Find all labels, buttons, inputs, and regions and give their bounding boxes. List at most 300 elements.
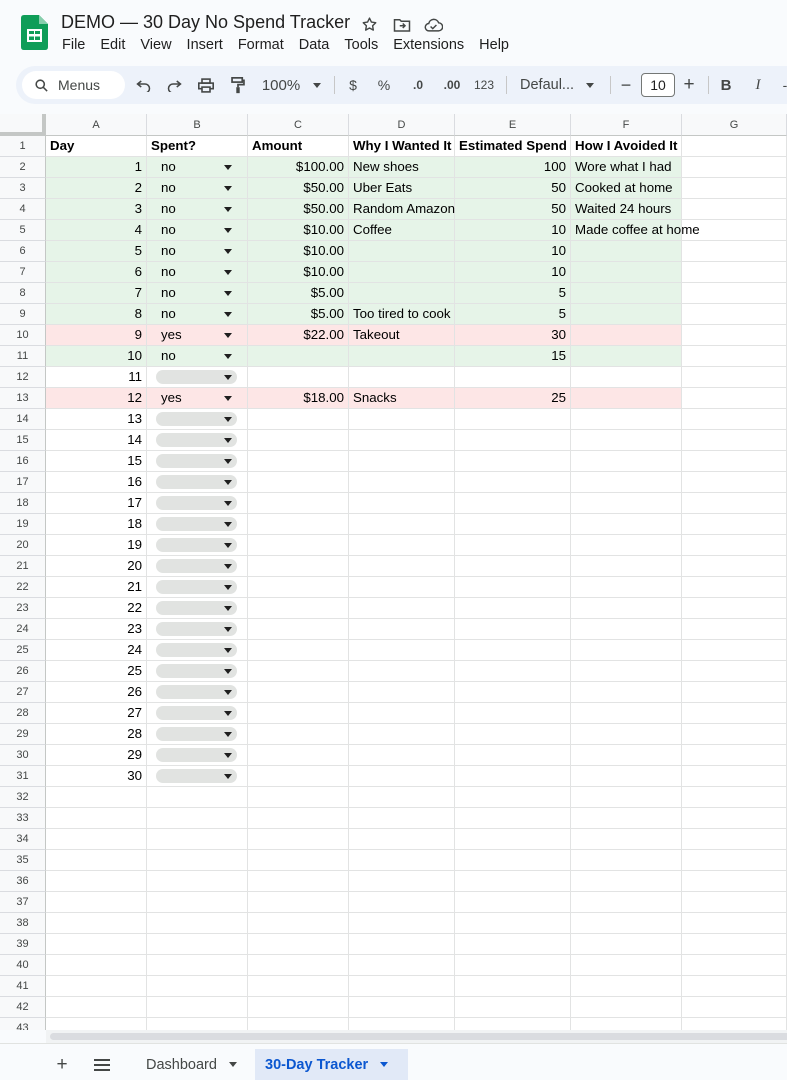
- how-avoided-cell[interactable]: [571, 514, 682, 535]
- dropdown-arrow-icon[interactable]: [224, 711, 232, 716]
- cell[interactable]: [147, 976, 248, 997]
- why-cell[interactable]: [349, 451, 455, 472]
- how-avoided-cell[interactable]: [571, 682, 682, 703]
- row-header[interactable]: 31: [0, 766, 46, 787]
- italic-button[interactable]: I: [755, 76, 761, 93]
- estimated-spend-cell[interactable]: [455, 367, 571, 388]
- estimated-spend-cell[interactable]: [455, 724, 571, 745]
- cell[interactable]: [349, 955, 455, 976]
- menu-format[interactable]: Format: [237, 37, 284, 53]
- cell[interactable]: [349, 934, 455, 955]
- spent-dropdown-cell[interactable]: [147, 346, 248, 367]
- how-avoided-cell[interactable]: [571, 598, 682, 619]
- spent-dropdown-cell[interactable]: [147, 745, 248, 766]
- cell[interactable]: [571, 913, 682, 934]
- why-cell[interactable]: Takeout: [349, 325, 455, 346]
- cell[interactable]: [248, 808, 349, 829]
- cell[interactable]: [248, 976, 349, 997]
- cell[interactable]: [455, 829, 571, 850]
- how-avoided-cell[interactable]: [571, 640, 682, 661]
- row-header[interactable]: 13: [0, 388, 46, 409]
- day-cell[interactable]: 19: [46, 535, 147, 556]
- cell[interactable]: [571, 808, 682, 829]
- cell[interactable]: [349, 871, 455, 892]
- cell[interactable]: [682, 997, 787, 1018]
- cell[interactable]: [682, 703, 787, 724]
- day-cell[interactable]: 8: [46, 304, 147, 325]
- dropdown-arrow-icon[interactable]: [224, 165, 232, 170]
- menu-tools[interactable]: Tools: [344, 37, 379, 53]
- why-cell[interactable]: [349, 619, 455, 640]
- why-cell[interactable]: [349, 577, 455, 598]
- row-header[interactable]: 43: [0, 1018, 46, 1030]
- cell[interactable]: [571, 892, 682, 913]
- why-cell[interactable]: [349, 241, 455, 262]
- why-cell[interactable]: [349, 556, 455, 577]
- day-cell[interactable]: 20: [46, 556, 147, 577]
- day-cell[interactable]: 13: [46, 409, 147, 430]
- font-size-input[interactable]: 10: [641, 73, 675, 97]
- cell[interactable]: [571, 871, 682, 892]
- decrease-font-size-button[interactable]: −: [620, 74, 632, 95]
- row-header[interactable]: 6: [0, 241, 46, 262]
- day-cell[interactable]: 15: [46, 451, 147, 472]
- cell[interactable]: [682, 136, 787, 157]
- amount-cell[interactable]: [248, 766, 349, 787]
- cell[interactable]: [682, 556, 787, 577]
- why-cell[interactable]: [349, 493, 455, 514]
- cell[interactable]: [455, 976, 571, 997]
- dropdown-arrow-icon[interactable]: [224, 648, 232, 653]
- day-cell[interactable]: 11: [46, 367, 147, 388]
- row-header[interactable]: 34: [0, 829, 46, 850]
- cell[interactable]: [682, 430, 787, 451]
- row-header[interactable]: 17: [0, 472, 46, 493]
- cell[interactable]: [682, 1018, 787, 1030]
- how-avoided-cell[interactable]: [571, 472, 682, 493]
- cell[interactable]: [248, 892, 349, 913]
- amount-cell[interactable]: $50.00: [248, 199, 349, 220]
- estimated-spend-cell[interactable]: 30: [455, 325, 571, 346]
- day-cell[interactable]: 28: [46, 724, 147, 745]
- menu-file[interactable]: File: [62, 37, 86, 53]
- estimated-spend-cell[interactable]: [455, 556, 571, 577]
- how-avoided-cell[interactable]: [571, 556, 682, 577]
- how-avoided-cell[interactable]: [571, 346, 682, 367]
- cell[interactable]: [682, 178, 787, 199]
- dropdown-arrow-icon[interactable]: [224, 732, 232, 737]
- why-cell[interactable]: [349, 346, 455, 367]
- how-avoided-cell[interactable]: Wore what I had: [571, 157, 682, 178]
- amount-cell[interactable]: [248, 451, 349, 472]
- dropdown-arrow-icon[interactable]: [224, 774, 232, 779]
- zoom-select[interactable]: 100%: [261, 76, 301, 94]
- why-cell[interactable]: Snacks: [349, 388, 455, 409]
- cell[interactable]: [455, 955, 571, 976]
- why-cell[interactable]: Uber Eats: [349, 178, 455, 199]
- amount-cell[interactable]: [248, 745, 349, 766]
- cell[interactable]: [248, 787, 349, 808]
- row-header[interactable]: 1: [0, 136, 46, 157]
- cell[interactable]: [682, 472, 787, 493]
- day-cell[interactable]: 10: [46, 346, 147, 367]
- how-avoided-cell[interactable]: Cooked at home: [571, 178, 682, 199]
- cell[interactable]: [571, 850, 682, 871]
- cell[interactable]: [682, 619, 787, 640]
- estimated-spend-cell[interactable]: 10: [455, 262, 571, 283]
- spent-dropdown-cell[interactable]: [147, 430, 248, 451]
- cell[interactable]: [147, 892, 248, 913]
- why-cell[interactable]: [349, 682, 455, 703]
- cell[interactable]: [349, 850, 455, 871]
- cell[interactable]: [248, 871, 349, 892]
- row-header[interactable]: 41: [0, 976, 46, 997]
- spent-dropdown-cell[interactable]: [147, 367, 248, 388]
- how-avoided-cell[interactable]: [571, 409, 682, 430]
- row-header[interactable]: 37: [0, 892, 46, 913]
- cell[interactable]: [571, 976, 682, 997]
- estimated-spend-cell[interactable]: [455, 472, 571, 493]
- cell[interactable]: [455, 892, 571, 913]
- row-header[interactable]: 10: [0, 325, 46, 346]
- amount-cell[interactable]: [248, 346, 349, 367]
- dropdown-arrow-icon[interactable]: [224, 669, 232, 674]
- estimated-spend-cell[interactable]: 5: [455, 283, 571, 304]
- sheet-tab-dashboard[interactable]: [133, 1049, 249, 1080]
- cell[interactable]: [682, 157, 787, 178]
- cell[interactable]: [248, 955, 349, 976]
- day-cell[interactable]: 2: [46, 178, 147, 199]
- select-all-corner[interactable]: [0, 114, 46, 136]
- amount-cell[interactable]: [248, 535, 349, 556]
- paint-format-icon[interactable]: [228, 66, 248, 104]
- estimated-spend-cell[interactable]: [455, 577, 571, 598]
- cell[interactable]: [682, 346, 787, 367]
- cell[interactable]: [682, 955, 787, 976]
- spent-dropdown-cell[interactable]: [147, 661, 248, 682]
- row-header[interactable]: 15: [0, 430, 46, 451]
- cell[interactable]: [682, 787, 787, 808]
- day-cell[interactable]: 18: [46, 514, 147, 535]
- how-avoided-cell[interactable]: Made coffee at home: [571, 220, 682, 241]
- how-avoided-cell[interactable]: [571, 304, 682, 325]
- row-header[interactable]: 27: [0, 682, 46, 703]
- dropdown-arrow-icon[interactable]: [224, 543, 232, 548]
- spent-dropdown-cell[interactable]: [147, 619, 248, 640]
- spent-dropdown-cell[interactable]: [147, 493, 248, 514]
- cell[interactable]: [682, 388, 787, 409]
- amount-cell[interactable]: [248, 577, 349, 598]
- cell[interactable]: [682, 535, 787, 556]
- estimated-spend-cell[interactable]: 100: [455, 157, 571, 178]
- dropdown-arrow-icon[interactable]: [224, 438, 232, 443]
- day-cell[interactable]: 9: [46, 325, 147, 346]
- cell[interactable]: [147, 808, 248, 829]
- spent-dropdown-cell[interactable]: [147, 283, 248, 304]
- day-cell[interactable]: 6: [46, 262, 147, 283]
- why-cell[interactable]: [349, 535, 455, 556]
- how-avoided-cell[interactable]: [571, 577, 682, 598]
- estimated-spend-cell[interactable]: [455, 640, 571, 661]
- cell[interactable]: [46, 1018, 147, 1030]
- why-cell[interactable]: [349, 262, 455, 283]
- dropdown-arrow-icon[interactable]: [224, 375, 232, 380]
- cell[interactable]: [349, 997, 455, 1018]
- bold-button[interactable]: B: [720, 76, 732, 94]
- cell[interactable]: [682, 766, 787, 787]
- font-dropdown-icon[interactable]: [584, 66, 596, 104]
- row-header[interactable]: 38: [0, 913, 46, 934]
- spent-dropdown-cell[interactable]: [147, 724, 248, 745]
- row-header[interactable]: 32: [0, 787, 46, 808]
- row-header[interactable]: 7: [0, 262, 46, 283]
- why-cell[interactable]: New shoes: [349, 157, 455, 178]
- spent-dropdown-cell[interactable]: [147, 598, 248, 619]
- how-avoided-cell[interactable]: Waited 24 hours: [571, 199, 682, 220]
- sheet-tab-30-day-tracker[interactable]: [255, 1049, 408, 1080]
- day-cell[interactable]: 21: [46, 577, 147, 598]
- menu-insert[interactable]: Insert: [186, 37, 223, 53]
- spent-dropdown-cell[interactable]: [147, 556, 248, 577]
- cell[interactable]: [147, 787, 248, 808]
- cell[interactable]: [349, 808, 455, 829]
- header-cell-col-e[interactable]: Estimated Spend: [455, 136, 571, 157]
- search-menus-input[interactable]: [22, 71, 125, 99]
- column-header-b[interactable]: B: [147, 114, 248, 136]
- cell[interactable]: [682, 577, 787, 598]
- spent-dropdown-cell[interactable]: [147, 199, 248, 220]
- estimated-spend-cell[interactable]: 50: [455, 178, 571, 199]
- cell[interactable]: [682, 493, 787, 514]
- add-sheet-button[interactable]: +: [56, 1053, 68, 1075]
- row-header[interactable]: 42: [0, 997, 46, 1018]
- day-cell[interactable]: 7: [46, 283, 147, 304]
- spent-dropdown-cell[interactable]: [147, 220, 248, 241]
- dropdown-arrow-icon[interactable]: [224, 627, 232, 632]
- estimated-spend-cell[interactable]: [455, 682, 571, 703]
- amount-cell[interactable]: $10.00: [248, 262, 349, 283]
- cell[interactable]: [248, 913, 349, 934]
- header-cell-col-a[interactable]: Day: [46, 136, 147, 157]
- estimated-spend-cell[interactable]: [455, 514, 571, 535]
- row-header[interactable]: 12: [0, 367, 46, 388]
- column-header-e[interactable]: E: [455, 114, 571, 136]
- how-avoided-cell[interactable]: [571, 535, 682, 556]
- cell[interactable]: [682, 934, 787, 955]
- how-avoided-cell[interactable]: [571, 661, 682, 682]
- cell[interactable]: [571, 787, 682, 808]
- day-cell[interactable]: 14: [46, 430, 147, 451]
- dropdown-arrow-icon[interactable]: [224, 585, 232, 590]
- cell[interactable]: [349, 892, 455, 913]
- document-title[interactable]: DEMO — 30 Day No Spend Tracker: [61, 12, 351, 32]
- cell[interactable]: [46, 787, 147, 808]
- dropdown-arrow-icon[interactable]: [224, 459, 232, 464]
- day-cell[interactable]: 30: [46, 766, 147, 787]
- cell[interactable]: [147, 913, 248, 934]
- cell[interactable]: [682, 808, 787, 829]
- row-header[interactable]: 24: [0, 619, 46, 640]
- row-header[interactable]: 21: [0, 556, 46, 577]
- amount-cell[interactable]: [248, 640, 349, 661]
- estimated-spend-cell[interactable]: [455, 766, 571, 787]
- dropdown-arrow-icon[interactable]: [224, 522, 232, 527]
- spent-dropdown-cell[interactable]: [147, 577, 248, 598]
- header-cell-col-b[interactable]: Spent?: [147, 136, 248, 157]
- amount-cell[interactable]: [248, 682, 349, 703]
- column-header-a[interactable]: A: [46, 114, 147, 136]
- day-cell[interactable]: 16: [46, 472, 147, 493]
- decrease-decimal-button[interactable]: [407, 66, 429, 104]
- column-header-c[interactable]: C: [248, 114, 349, 136]
- chevron-down-icon[interactable]: [229, 1062, 237, 1067]
- cell[interactable]: [248, 850, 349, 871]
- undo-icon[interactable]: [133, 66, 153, 104]
- row-header[interactable]: 26: [0, 661, 46, 682]
- column-header-g[interactable]: G: [682, 114, 787, 136]
- cell[interactable]: [46, 997, 147, 1018]
- cell[interactable]: [682, 745, 787, 766]
- cell[interactable]: [682, 724, 787, 745]
- header-cell-col-d[interactable]: Why I Wanted It: [349, 136, 455, 157]
- row-header[interactable]: 4: [0, 199, 46, 220]
- estimated-spend-cell[interactable]: 5: [455, 304, 571, 325]
- cell[interactable]: [46, 850, 147, 871]
- spent-dropdown-cell[interactable]: [147, 178, 248, 199]
- spent-dropdown-cell[interactable]: [147, 451, 248, 472]
- zoom-dropdown-icon[interactable]: [311, 66, 323, 104]
- cell[interactable]: [349, 1018, 455, 1030]
- day-cell[interactable]: 29: [46, 745, 147, 766]
- cell[interactable]: [682, 283, 787, 304]
- dropdown-arrow-icon[interactable]: [224, 480, 232, 485]
- row-header[interactable]: 30: [0, 745, 46, 766]
- cloud-saved-icon[interactable]: [423, 14, 444, 35]
- spent-dropdown-cell[interactable]: [147, 640, 248, 661]
- dropdown-arrow-icon[interactable]: [224, 207, 232, 212]
- estimated-spend-cell[interactable]: [455, 598, 571, 619]
- day-cell[interactable]: 4: [46, 220, 147, 241]
- row-header[interactable]: 16: [0, 451, 46, 472]
- cell[interactable]: [46, 934, 147, 955]
- sheets-logo-icon[interactable]: [21, 15, 48, 50]
- row-header[interactable]: 35: [0, 850, 46, 871]
- estimated-spend-cell[interactable]: [455, 535, 571, 556]
- horizontal-scrollbar[interactable]: [46, 1030, 787, 1043]
- cell[interactable]: [248, 934, 349, 955]
- estimated-spend-cell[interactable]: [455, 451, 571, 472]
- spent-dropdown-cell[interactable]: [147, 241, 248, 262]
- estimated-spend-cell[interactable]: 10: [455, 241, 571, 262]
- how-avoided-cell[interactable]: [571, 766, 682, 787]
- estimated-spend-cell[interactable]: [455, 703, 571, 724]
- currency-format-button[interactable]: $: [349, 77, 357, 93]
- why-cell[interactable]: [349, 745, 455, 766]
- row-header[interactable]: 5: [0, 220, 46, 241]
- amount-cell[interactable]: [248, 703, 349, 724]
- more-formatting-button[interactable]: -: [782, 77, 787, 93]
- amount-cell[interactable]: $10.00: [248, 220, 349, 241]
- how-avoided-cell[interactable]: [571, 388, 682, 409]
- cell[interactable]: [455, 997, 571, 1018]
- header-cell-col-c[interactable]: Amount: [248, 136, 349, 157]
- amount-cell[interactable]: $22.00: [248, 325, 349, 346]
- why-cell[interactable]: [349, 409, 455, 430]
- cell[interactable]: [46, 955, 147, 976]
- spent-dropdown-cell[interactable]: [147, 682, 248, 703]
- spent-dropdown-cell[interactable]: [147, 535, 248, 556]
- row-header[interactable]: 25: [0, 640, 46, 661]
- cell[interactable]: [571, 934, 682, 955]
- cell[interactable]: [248, 829, 349, 850]
- all-sheets-icon[interactable]: [93, 1049, 111, 1080]
- cell[interactable]: [682, 409, 787, 430]
- cell[interactable]: [682, 892, 787, 913]
- spent-dropdown-cell[interactable]: [147, 703, 248, 724]
- menu-data[interactable]: Data: [298, 37, 330, 53]
- day-cell[interactable]: 3: [46, 199, 147, 220]
- cell[interactable]: [571, 1018, 682, 1030]
- row-header[interactable]: 3: [0, 178, 46, 199]
- header-cell-col-f[interactable]: How I Avoided It: [571, 136, 682, 157]
- redo-icon[interactable]: [164, 66, 184, 104]
- how-avoided-cell[interactable]: [571, 325, 682, 346]
- menu-view[interactable]: View: [140, 37, 172, 53]
- row-header[interactable]: 36: [0, 871, 46, 892]
- why-cell[interactable]: [349, 661, 455, 682]
- amount-cell[interactable]: [248, 367, 349, 388]
- cell[interactable]: [147, 934, 248, 955]
- row-header[interactable]: 28: [0, 703, 46, 724]
- chevron-down-icon[interactable]: [380, 1062, 388, 1067]
- cell[interactable]: [147, 829, 248, 850]
- menu-edit[interactable]: Edit: [100, 37, 126, 53]
- why-cell[interactable]: [349, 283, 455, 304]
- estimated-spend-cell[interactable]: [455, 493, 571, 514]
- cell[interactable]: [455, 871, 571, 892]
- cell[interactable]: [46, 871, 147, 892]
- dropdown-arrow-icon[interactable]: [224, 333, 232, 338]
- why-cell[interactable]: [349, 724, 455, 745]
- cell[interactable]: [46, 976, 147, 997]
- dropdown-arrow-icon[interactable]: [224, 753, 232, 758]
- cell[interactable]: [682, 262, 787, 283]
- amount-cell[interactable]: [248, 724, 349, 745]
- row-header[interactable]: 29: [0, 724, 46, 745]
- how-avoided-cell[interactable]: [571, 493, 682, 514]
- cell[interactable]: [455, 934, 571, 955]
- column-header-d[interactable]: D: [349, 114, 455, 136]
- cell[interactable]: [46, 892, 147, 913]
- how-avoided-cell[interactable]: [571, 724, 682, 745]
- how-avoided-cell[interactable]: [571, 430, 682, 451]
- cell[interactable]: [455, 1018, 571, 1030]
- why-cell[interactable]: [349, 766, 455, 787]
- spent-dropdown-cell[interactable]: [147, 157, 248, 178]
- estimated-spend-cell[interactable]: 10: [455, 220, 571, 241]
- spent-dropdown-cell[interactable]: [147, 409, 248, 430]
- cell[interactable]: [46, 913, 147, 934]
- cell[interactable]: [147, 1018, 248, 1030]
- how-avoided-cell[interactable]: [571, 703, 682, 724]
- estimated-spend-cell[interactable]: 50: [455, 199, 571, 220]
- cell[interactable]: [682, 451, 787, 472]
- cell[interactable]: [682, 640, 787, 661]
- amount-cell[interactable]: [248, 556, 349, 577]
- why-cell[interactable]: Coffee: [349, 220, 455, 241]
- amount-cell[interactable]: [248, 493, 349, 514]
- cell[interactable]: [571, 955, 682, 976]
